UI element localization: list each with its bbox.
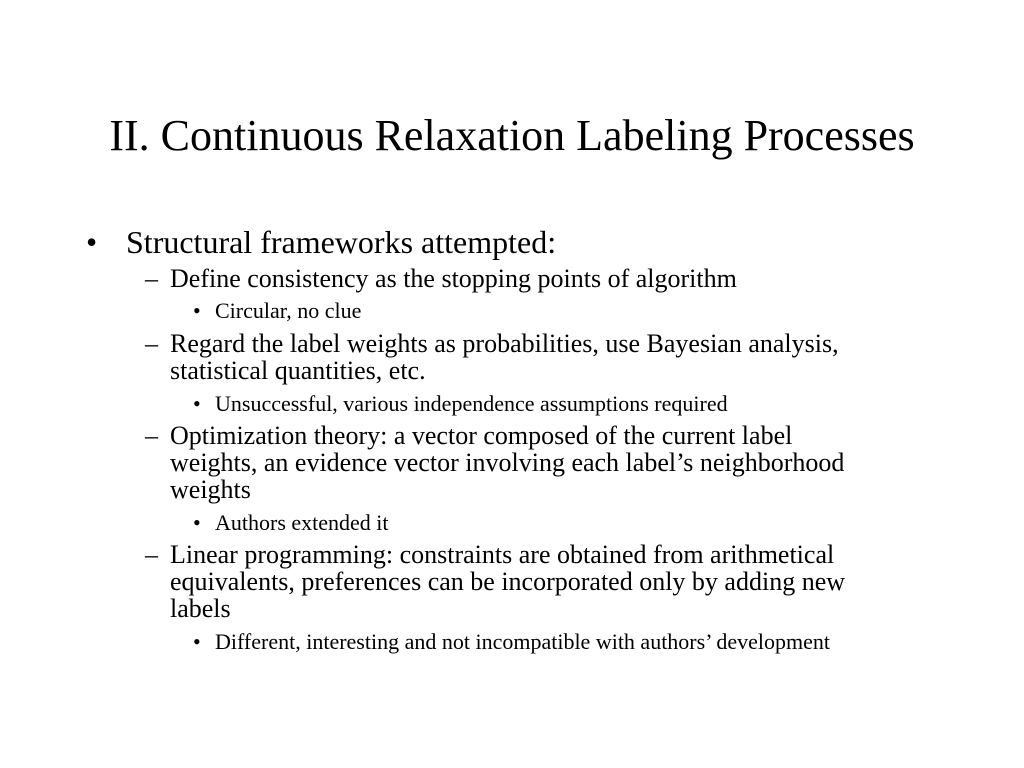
level2-item-line: Linear programming: constraints are obtained from arithmetical bbox=[170, 540, 835, 569]
level2-dash-marker: – bbox=[145, 264, 158, 293]
level3-bullet-marker: • bbox=[193, 629, 201, 654]
level3-item-text: Different, interesting and not incompatible with authors’ development bbox=[215, 629, 831, 654]
level3-item-text: Authors extended it bbox=[215, 510, 389, 535]
level1-bullet-marker: • bbox=[86, 224, 98, 260]
level2-dash-marker: – bbox=[145, 540, 158, 569]
level3-bullet-marker: • bbox=[193, 510, 201, 535]
level2-item-line: Optimization theory: a vector composed of the current label bbox=[170, 421, 793, 450]
level2-dash-marker: – bbox=[145, 329, 158, 358]
level2-item-line: Regard the label weights as probabilities, use Bayesian analysis, bbox=[170, 329, 839, 358]
level2-dash-marker: – bbox=[145, 421, 158, 450]
level2-item-line: labels bbox=[170, 594, 231, 623]
level2-item-line: weights bbox=[170, 475, 251, 504]
level2-item-line: weights, an evidence vector involving each label’s neighborhood bbox=[170, 448, 845, 477]
level2-item-line: equivalents, preferences can be incorporated only by adding new bbox=[170, 567, 846, 596]
level1-bullet-text: Structural frameworks attempted: bbox=[126, 224, 557, 260]
level2-item-line: statistical quantities, etc. bbox=[170, 356, 426, 385]
slide-title: II. Continuous Relaxation Labeling Processes bbox=[109, 111, 915, 160]
level3-bullet-marker: • bbox=[193, 298, 201, 323]
level2-item-line: Define consistency as the stopping points of algorithm bbox=[170, 264, 737, 293]
level3-bullet-marker: • bbox=[193, 391, 201, 416]
level3-item-text: Unsuccessful, various independence assumptions required bbox=[215, 391, 728, 416]
level3-item-text: Circular, no clue bbox=[215, 298, 362, 323]
